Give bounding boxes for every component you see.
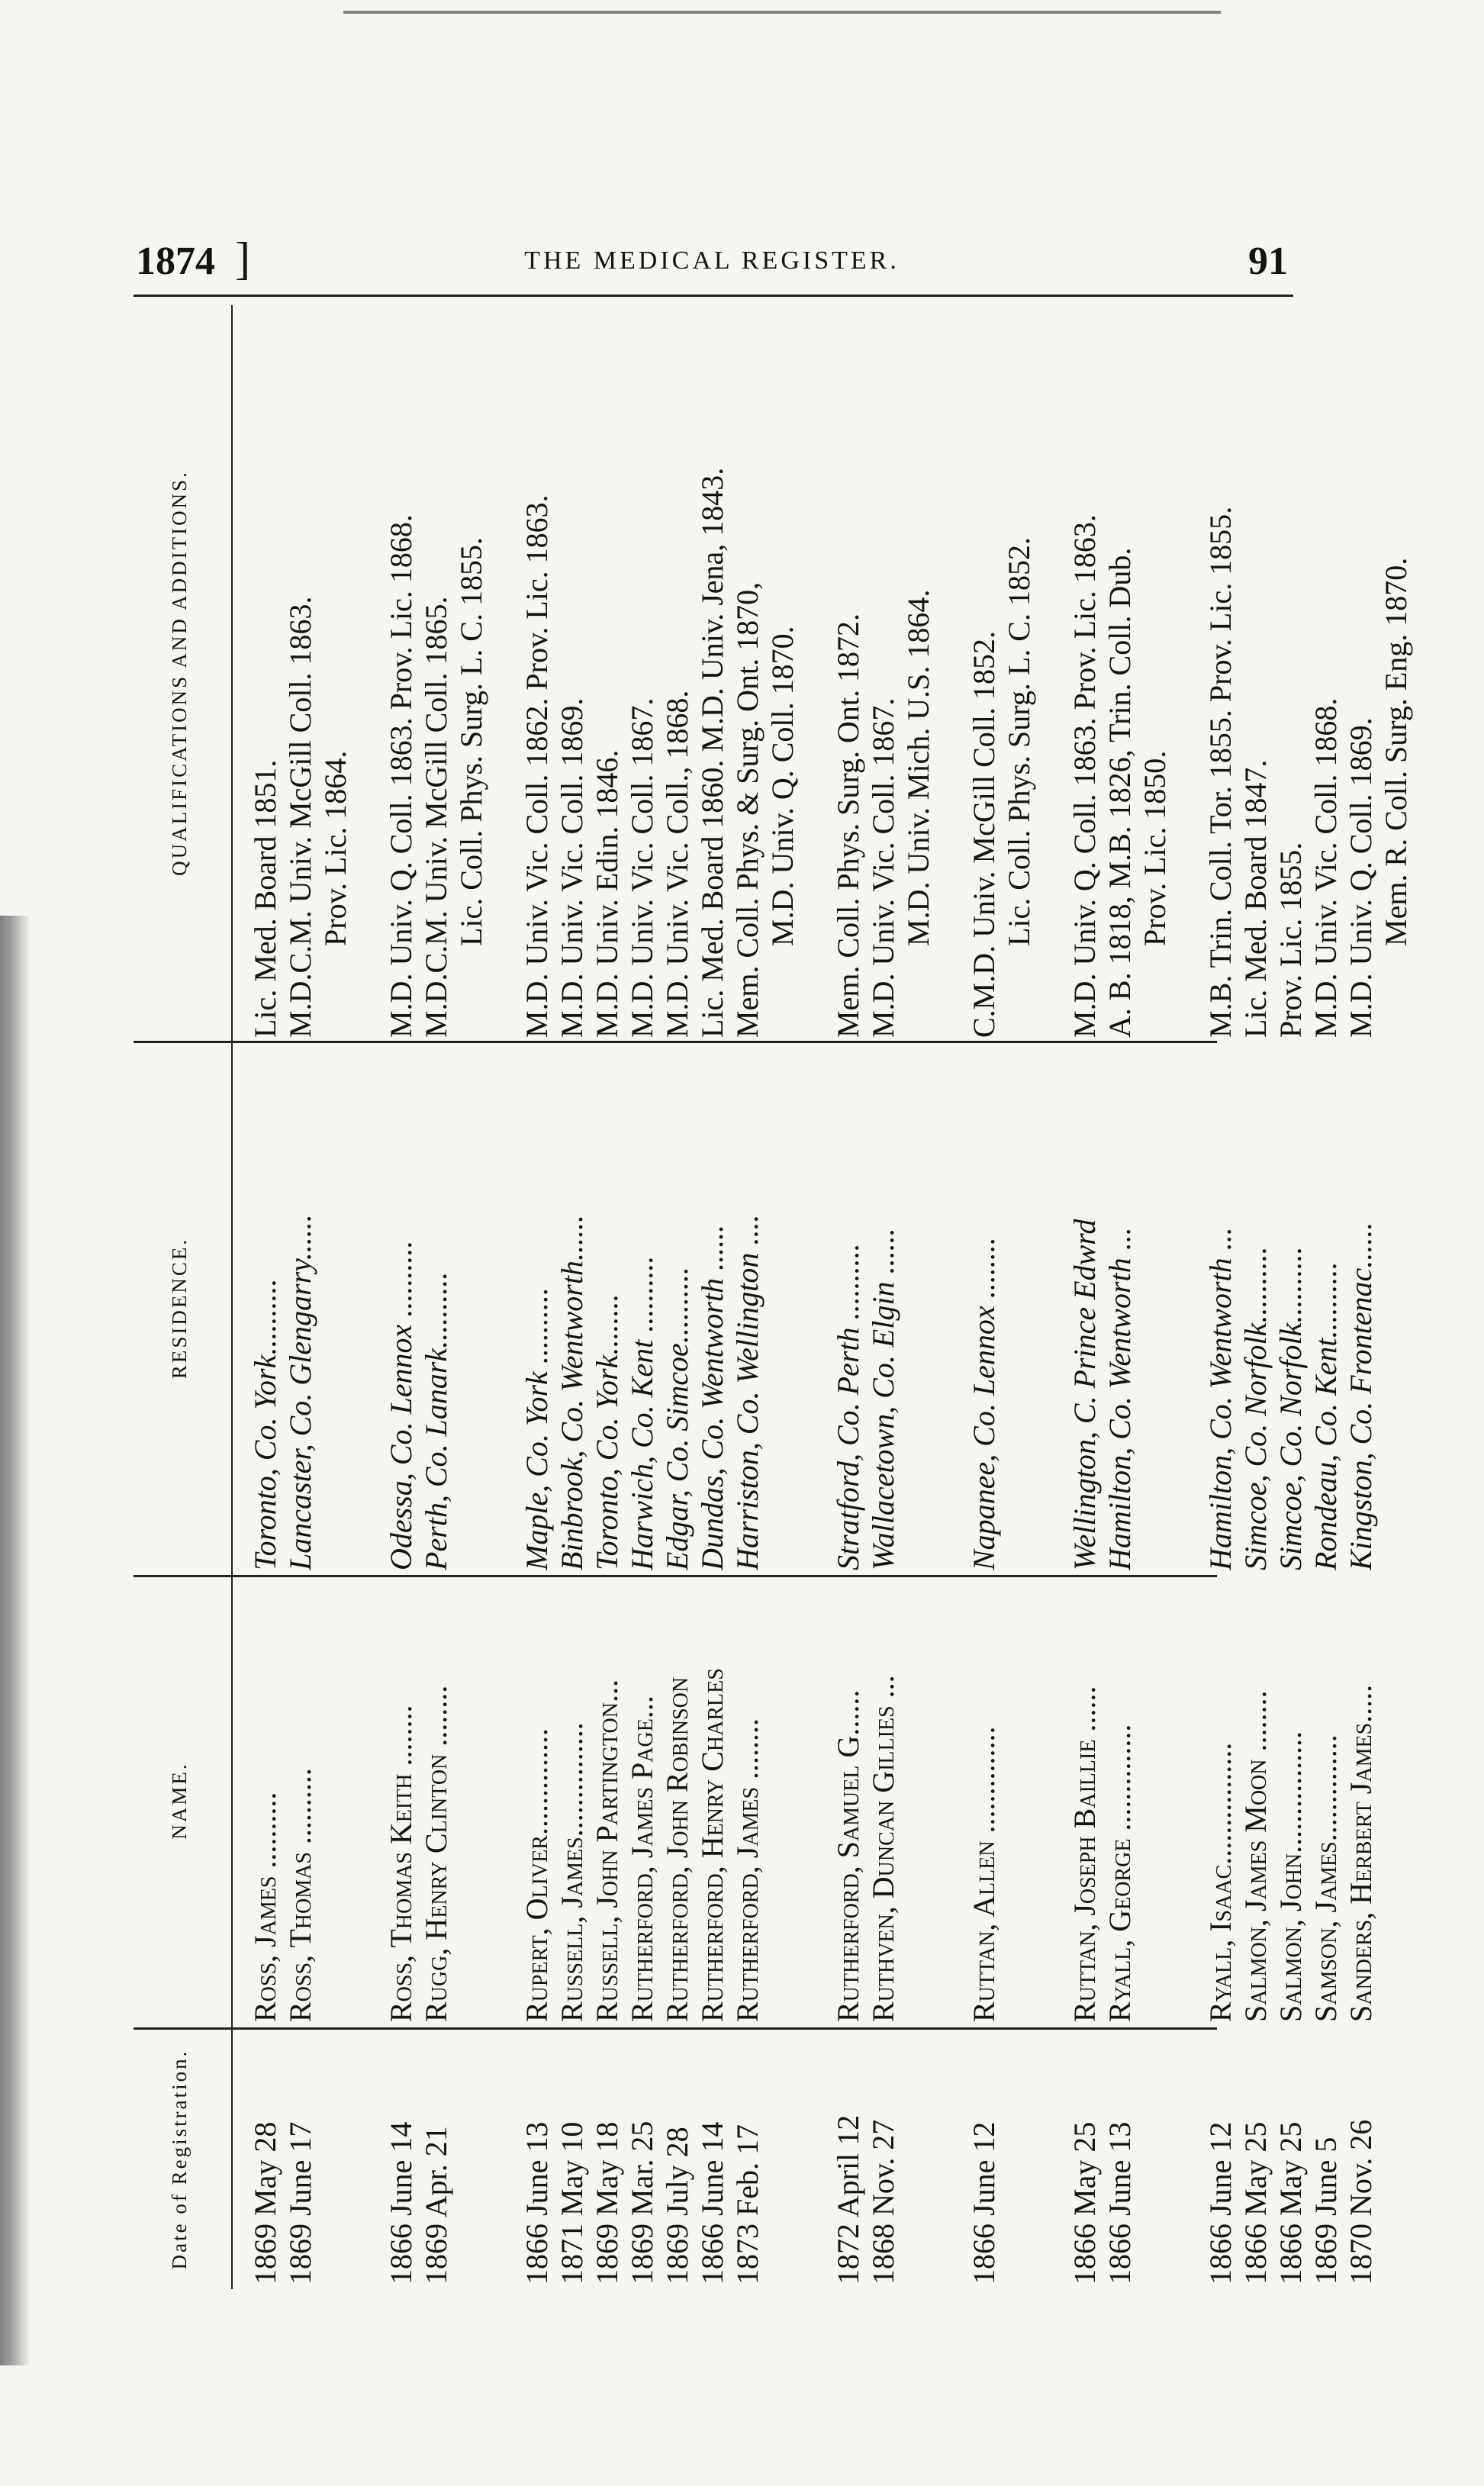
cell-residence: Wallacetown, Co. Elgin ......	[866, 1228, 900, 1570]
cell-name: Ruttan, Joseph Baillie ......	[1067, 1686, 1102, 2022]
cell-qual: M.D. Univ. Vic. Coll., 1868.	[660, 690, 694, 1038]
cell-qual: M.D. Univ. Q. Coll. 1863. Prov. Lic. 1868.	[384, 514, 418, 1038]
cell-qual-continuation: Lic. Coll. Phys. Surg. L. C. 1852.	[1002, 537, 1036, 946]
cell-date: 1866 June 12	[1203, 2121, 1238, 2285]
cell-name: Rupert, Oliver..............	[520, 1728, 554, 2022]
cell-date: 1866 May 25	[1273, 2121, 1308, 2285]
cell-date: 1866 June 13	[520, 2121, 554, 2285]
header-rule	[134, 295, 1293, 297]
cell-qual: A. B. 1818, M.B. 1826, Trin. Coll. Dub.	[1103, 547, 1137, 1038]
table-row	[1103, 305, 1138, 2289]
cell-name: Ross, James ..........	[248, 1792, 282, 2022]
cell-name: Rutherford, James ........	[730, 1718, 765, 2022]
table-row	[967, 305, 1002, 2289]
table-row	[1273, 305, 1309, 2289]
column-header-name: NAME.	[167, 1762, 191, 1840]
header-year: 1874	[136, 240, 215, 283]
cell-residence: Odessa, Co. Lennox ..........	[384, 1240, 418, 1570]
cell-residence: Binbrook, Co. Wentworth......	[555, 1215, 589, 1570]
cell-date: 1869 Apr. 21	[419, 2126, 453, 2285]
table-row	[384, 305, 419, 2289]
cell-qual: M.D.C.M. Univ. McGill Coll. 1863.	[283, 596, 317, 1038]
cell-qual: C.M.D. Univ. McGill Coll. 1852.	[967, 631, 1001, 1038]
top-edge-mark	[343, 0, 1221, 14]
cell-name: Ruthven, Duncan Gillies ...	[866, 1675, 900, 2022]
cell-qual-continuation: Prov. Lic. 1864.	[318, 750, 352, 946]
cell-name: Rutherford, Samuel G......	[831, 1689, 865, 2022]
cell-qual: Lic. Med. Board 1847.	[1238, 759, 1273, 1038]
cell-qual: M.B. Trin. Coll. Tor. 1855. Prov. Lic. 1855.	[1203, 506, 1238, 1038]
cell-date: 1873 Feb. 17	[730, 2124, 765, 2285]
cell-name: Russell, John Partington...	[590, 1679, 624, 2022]
cell-date: 1869 June 17	[283, 2121, 317, 2285]
cell-qual: Prov. Lic. 1855.	[1273, 842, 1308, 1038]
cell-qual-continuation: M.D. Univ. Mich. U.S. 1864.	[901, 589, 935, 946]
cell-qual: M.D. Univ. Q. Coll. 1863. Prov. Lic. 1863.	[1067, 514, 1102, 1038]
table-row	[520, 305, 555, 2289]
cell-qual: M.D.C.M. Univ. McGill Coll. 1865.	[419, 596, 453, 1038]
cell-qual: M.D. Univ. Edin. 1846.	[590, 749, 624, 1038]
cell-name: Samson, James..............	[1309, 1734, 1343, 2022]
cell-name: Sanders, Herbert James.....	[1344, 1684, 1378, 2022]
cell-residence: Wellington, C. Prince Edwrd	[1067, 1219, 1102, 1570]
cell-date: 1869 May 28	[248, 2121, 282, 2285]
cell-name: Rutherford, Henry Charles	[695, 1668, 729, 2022]
table-row	[730, 305, 765, 2289]
cell-date: 1868 Nov. 27	[866, 2119, 900, 2285]
cell-qual: Lic. Med. Board 1851.	[248, 759, 282, 1038]
page-number: 91	[1248, 240, 1288, 283]
page-title: THE MEDICAL REGISTER.	[524, 246, 900, 275]
cell-qual: Mem. Coll. Phys. & Surg. Ont. 1870,	[730, 581, 765, 1038]
column-header-date: Date of Registration.	[167, 2049, 191, 2270]
cell-residence: Perth, Co. Lanark..........	[419, 1271, 453, 1570]
cell-name: Ross, Thomas Keith ........	[384, 1705, 418, 2022]
table-row	[1309, 305, 1344, 2289]
cell-qual: Mem. Coll. Phys. Surg. Ont. 1872.	[831, 613, 865, 1038]
table-row	[660, 305, 695, 2289]
cell-date: 1866 June 14	[384, 2121, 418, 2285]
cell-qual: M.D. Univ. Vic. Coll. 1867.	[625, 697, 659, 1038]
cell-qual: M.D. Univ. Q. Coll. 1869.	[1344, 717, 1378, 1038]
cell-date: 1869 July 28	[660, 2127, 694, 2285]
cell-residence: Harriston, Co. Wellington ....	[730, 1214, 765, 1570]
register-table	[134, 305, 1413, 2289]
page-header	[136, 233, 1288, 286]
cell-date: 1866 June 14	[695, 2121, 729, 2285]
cell-date: 1871 May 10	[555, 2121, 589, 2285]
cell-residence: Kingston, Co. Frontenac......	[1344, 1222, 1378, 1570]
cell-residence: Toronto, Co. York........	[590, 1293, 624, 1570]
table-row	[866, 305, 901, 2289]
cell-residence: Hamilton, Co. Wentworth ...	[1203, 1227, 1238, 1570]
table-row	[1238, 305, 1273, 2289]
table-row	[590, 305, 625, 2289]
cell-date: 1870 Nov. 26	[1344, 2119, 1378, 2285]
cell-name: Ryall, George ..............	[1103, 1724, 1137, 2022]
table-row	[283, 305, 318, 2289]
cell-residence: Harwich, Co. Kent ..........	[625, 1255, 659, 1570]
cell-name: Salmon, John................	[1273, 1731, 1308, 2022]
cell-name: Salmon, James Moon ........	[1238, 1690, 1273, 2022]
table-row	[695, 305, 730, 2289]
cell-residence: Napanee, Co. Lennox ........	[967, 1237, 1001, 1570]
cell-residence: Toronto, Co. York..........	[248, 1278, 282, 1570]
cell-date: 1866 June 13	[1103, 2121, 1137, 2285]
cell-date: 1866 May 25	[1238, 2121, 1273, 2285]
cell-date: 1866 June 12	[967, 2121, 1001, 2285]
cell-name: Ryall, Isaac................	[1203, 1742, 1238, 2022]
page-edge-shadow	[0, 916, 31, 2365]
cell-date: 1869 May 18	[590, 2121, 624, 2285]
cell-date: 1869 June 5	[1309, 2137, 1343, 2285]
header-underline	[231, 305, 233, 2289]
cell-date: 1872 April 12	[831, 2114, 865, 2285]
table-row	[1067, 305, 1103, 2289]
cell-qual: M.D. Univ. Vic. Coll. 1867.	[866, 697, 900, 1038]
cell-residence: Simcoe, Co. Norfolk..........	[1273, 1246, 1308, 1570]
cell-date: 1869 Mar. 25	[625, 2121, 659, 2285]
column-header-residence: RESIDENCE.	[167, 1237, 191, 1380]
cell-qual-continuation: Lic. Coll. Phys. Surg. L. C. 1855.	[454, 537, 488, 946]
cell-residence: Dundas, Co. Wentworth ......	[695, 1224, 729, 1570]
cell-residence: Maple, Co. York ..........	[520, 1287, 554, 1570]
header-bracket: ]	[235, 233, 250, 284]
table-row	[625, 305, 660, 2289]
cell-residence: Stratford, Co. Perth ..........	[831, 1243, 865, 1570]
cell-qual: M.D. Univ. Vic. Coll. 1869.	[555, 697, 589, 1038]
cell-name: Rutherford, James Page...	[625, 1695, 659, 2022]
cell-qual-continuation: Prov. Lic. 1850.	[1138, 750, 1172, 946]
cell-qual-continuation: Mem. R. Coll. Surg. Eng. 1870.	[1379, 557, 1413, 946]
table-row	[248, 305, 283, 2289]
cell-residence: Lancaster, Co. Glengarry......	[283, 1214, 317, 1570]
cell-residence: Edgar, Co. Simcoe..........	[660, 1267, 694, 1570]
cell-residence: Hamilton, Co. Wentworth ...	[1103, 1227, 1137, 1570]
cell-name: Ross, Thomas ..........	[283, 1768, 317, 2022]
table-row	[1344, 305, 1379, 2289]
column-header-qualifications: QUALIFICATIONS AND ADDITIONS.	[167, 470, 191, 876]
cell-name: Rutherford, John Robinson	[660, 1676, 694, 2022]
cell-qual: M.D. Univ. Vic. Coll. 1862. Prov. Lic. 1863.	[520, 494, 554, 1038]
cell-name: Ruttan, Allen ..............	[967, 1726, 1001, 2022]
table-row	[555, 305, 590, 2289]
cell-qual: M.D. Univ. Vic. Coll. 1868.	[1309, 697, 1343, 1038]
cell-qual-continuation: M.D. Univ. Q. Coll. 1870.	[765, 626, 800, 946]
cell-residence: Simcoe, Co. Norfolk..........	[1238, 1246, 1273, 1570]
cell-qual: Lic. Med. Board 1860. M.D. Univ. Jena, 1843.	[695, 467, 729, 1038]
cell-residence: Rondeau, Co. Kent..........	[1309, 1261, 1343, 1570]
cell-name: Russell, James...............	[555, 1722, 589, 2022]
table-row	[1203, 305, 1238, 2289]
table-row	[419, 305, 454, 2289]
table-row	[831, 305, 866, 2289]
cell-date: 1866 May 25	[1067, 2121, 1102, 2285]
cell-name: Rugg, Henry Clinton ........	[419, 1685, 453, 2022]
